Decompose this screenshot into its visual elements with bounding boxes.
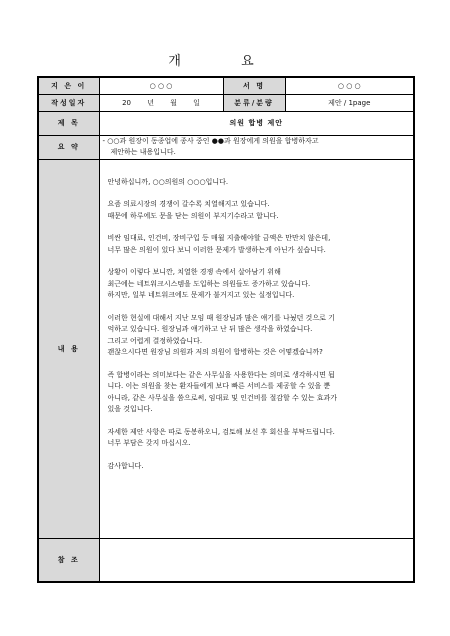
content-body [99, 159, 414, 538]
date-value: 20 년 월 일 [99, 94, 223, 111]
summary-line: 제안하는 내용입니다. [110, 148, 176, 156]
proposal-table [37, 76, 415, 583]
text-line: 그리고 어렵게 결정하였습니다. [107, 336, 203, 345]
signature-label: 서 명 [223, 77, 285, 94]
content-label: 내 용 [38, 159, 99, 538]
subject-label: 제 목 [38, 111, 99, 135]
text-line: 너무 많은 의원이 있다 보니 이러한 문제가 발생하는게 아닌가 싶습니다. [107, 245, 326, 254]
paragraph [108, 199, 406, 222]
text-line: 상황이 이렇다 보니깐, 치열한 경쟁 속에서 살아남기 위해 [107, 268, 281, 276]
signature-value: ○ ○ ○ [285, 77, 414, 94]
text-line: 요즘 의료시장의 경쟁이 갈수록 치열해지고 있습니다. [107, 200, 270, 208]
page-title: 개 요 [168, 54, 282, 69]
author-label: 지 은 이 [38, 77, 99, 94]
reference-value [99, 538, 414, 582]
paragraph [108, 370, 406, 416]
reference-label: 참 조 [38, 538, 99, 582]
paragraph [108, 461, 406, 473]
paragraph [108, 427, 406, 450]
category-value: 제안 / 1page [285, 94, 414, 111]
text-line: 너무 부담은 갖지 마십시오. [107, 439, 191, 447]
date-label: 작성일자 [38, 94, 99, 111]
paragraph [108, 233, 406, 256]
author-value: ○ ○ ○ [99, 77, 223, 94]
text-line: 이러한 현실에 대해서 지난 모임 때 원장님과 많은 얘기를 나눴던 것으로 기 [107, 313, 335, 322]
paragraph [108, 267, 406, 302]
summary-line: - ○○과 원장이 동종업에 종사 중인 ●●과 원장에게 의원을 합병하자고 [102, 137, 319, 145]
text-line: 최근에는 네트워크시스템을 도입하는 의원들도 증가하고 있습니다. [107, 279, 311, 288]
subject-value: 의원 합병 제안 [99, 111, 414, 135]
text-line: 있을 것입니다. [107, 405, 153, 413]
text-line: 비싼 임대료, 인건비, 장비구입 등 매월 지출해야할 금액은 만만치 않은데, [107, 234, 331, 242]
paragraph [108, 313, 406, 359]
text-line: 즉 합병이라는 의미보다는 같은 사무실을 사용한다는 의미로 생각하시면 됩 [107, 370, 335, 379]
text-line: 괜찮으시다면 원장님 의원과 저의 의원이 합병하는 것은 어떻겠습니까? [107, 348, 323, 356]
text-line: 아니라, 같은 사무실을 씀으로써, 임대료 및 인건비를 절감할 수 있는 효과가 [107, 393, 338, 402]
paragraph [108, 177, 406, 189]
category-label: 분류/분량 [223, 94, 285, 111]
text-line: 감사합니다. [107, 461, 144, 470]
text-line: 하지만, 일부 네트워크에도 문제가 불거지고 있는 실정입니다. [107, 291, 295, 299]
summary-label: 요 약 [38, 135, 99, 159]
text-line: 자세한 제안 사항은 따로 동봉하오니, 검토해 보신 후 회신을 부탁드립니다. [107, 427, 335, 436]
summary-value [99, 135, 414, 159]
text-line: 억하고 있습니다. 원장님과 얘기하고 난 뒤 많은 생각을 하였습니다. [107, 325, 313, 333]
text-line: 때문에 하루에도 문을 닫는 의원이 부지기수라고 합니다. [107, 211, 279, 220]
text-line: 니다. 이는 의원을 찾는 환자들에게 보다 빠른 서비스를 제공할 수 있을 뿐 [107, 382, 331, 390]
text-line: 안녕하십니까, ○○의원의 ○○○입니다. [107, 177, 229, 186]
